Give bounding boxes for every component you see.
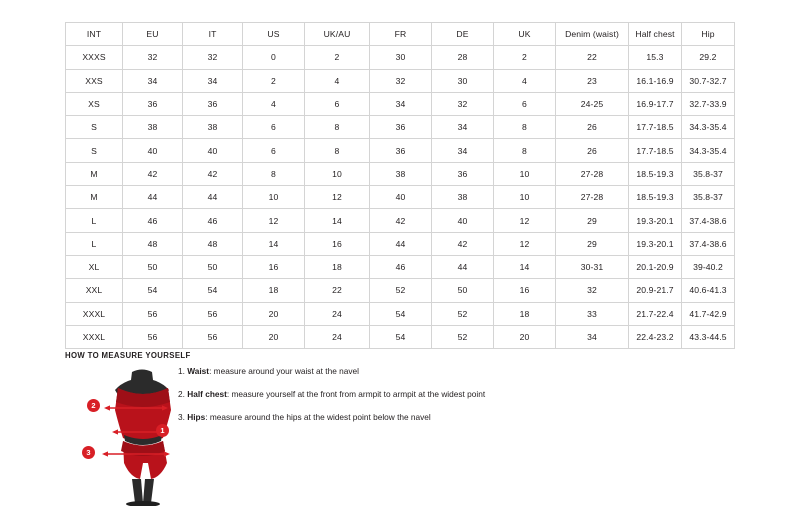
cell-int: M <box>66 162 123 185</box>
cell-denim-waist: 32 <box>556 279 629 302</box>
cell-uk: 18 <box>494 302 556 325</box>
note-number: 1. <box>178 366 185 376</box>
cell-denim-waist: 26 <box>556 116 629 139</box>
cell-eu: 50 <box>123 255 183 278</box>
cell-ukau: 2 <box>305 46 370 69</box>
cell-int: XL <box>66 255 123 278</box>
cell-int: L <box>66 209 123 232</box>
cell-uk: 4 <box>494 69 556 92</box>
cell-fr: 44 <box>370 232 432 255</box>
table-row <box>66 46 735 69</box>
cell-hip: 35.8-37 <box>682 186 735 209</box>
cell-denim-waist: 23 <box>556 69 629 92</box>
half-chest-arrow-head-left <box>104 405 110 410</box>
cell-it: 36 <box>183 92 243 115</box>
cell-int: XXL <box>66 279 123 302</box>
cell-ukau: 24 <box>305 302 370 325</box>
cell-denim-waist: 22 <box>556 46 629 69</box>
cell-ukau: 4 <box>305 69 370 92</box>
cell-de: 32 <box>432 92 494 115</box>
cell-fr: 52 <box>370 279 432 302</box>
cell-de: 52 <box>432 325 494 348</box>
mannequin-leg-right <box>143 479 154 503</box>
column-header: DE <box>432 23 494 46</box>
cell-it: 40 <box>183 139 243 162</box>
cell-fr: 54 <box>370 325 432 348</box>
cell-ukau: 10 <box>305 162 370 185</box>
column-header: Denim (waist) <box>556 23 629 46</box>
cell-de: 50 <box>432 279 494 302</box>
cell-ukau: 6 <box>305 92 370 115</box>
cell-half-chest: 16.1-16.9 <box>629 69 682 92</box>
cell-hip: 40.6-41.3 <box>682 279 735 302</box>
cell-eu: 36 <box>123 92 183 115</box>
cell-denim-waist: 30-31 <box>556 255 629 278</box>
cell-hip: 34.3-35.4 <box>682 116 735 139</box>
measure-bullet-1: 1 <box>156 424 169 437</box>
measure-bullet-2: 2 <box>87 399 100 412</box>
cell-uk: 16 <box>494 279 556 302</box>
table-row <box>66 69 735 92</box>
cell-us: 4 <box>243 92 305 115</box>
note-text: : measure around the hips at the widest point below the navel <box>205 411 431 422</box>
cell-half-chest: 17.7-18.5 <box>629 116 682 139</box>
cell-half-chest: 21.7-22.4 <box>629 302 682 325</box>
cell-ukau: 8 <box>305 139 370 162</box>
size-conversion-table-container <box>65 22 734 349</box>
cell-us: 14 <box>243 232 305 255</box>
note-number: 3. <box>178 411 185 422</box>
cell-us: 8 <box>243 162 305 185</box>
cell-eu: 56 <box>123 302 183 325</box>
cell-de: 34 <box>432 116 494 139</box>
cell-eu: 54 <box>123 279 183 302</box>
cell-eu: 44 <box>123 186 183 209</box>
cell-hip: 37.4-38.6 <box>682 232 735 255</box>
cell-ukau: 18 <box>305 255 370 278</box>
cell-eu: 56 <box>123 325 183 348</box>
cell-us: 16 <box>243 255 305 278</box>
cell-int: M <box>66 186 123 209</box>
cell-it: 44 <box>183 186 243 209</box>
cell-de: 40 <box>432 209 494 232</box>
table-row <box>66 255 735 278</box>
cell-half-chest: 15.3 <box>629 46 682 69</box>
cell-fr: 54 <box>370 302 432 325</box>
cell-it: 42 <box>183 162 243 185</box>
cell-fr: 46 <box>370 255 432 278</box>
cell-it: 54 <box>183 279 243 302</box>
cell-it: 50 <box>183 255 243 278</box>
cell-eu: 46 <box>123 209 183 232</box>
cell-it: 34 <box>183 69 243 92</box>
column-header: Hip <box>682 23 735 46</box>
cell-uk: 8 <box>494 139 556 162</box>
cell-eu: 34 <box>123 69 183 92</box>
cell-half-chest: 18.5-19.3 <box>629 186 682 209</box>
cell-ukau: 14 <box>305 209 370 232</box>
size-conversion-table <box>65 22 735 349</box>
column-header: UK/AU <box>305 23 370 46</box>
how-to-measure-heading: HOW TO MEASURE YOURSELF <box>65 351 191 360</box>
cell-hip: 35.8-37 <box>682 162 735 185</box>
cell-denim-waist: 29 <box>556 232 629 255</box>
note-term: Waist <box>187 366 210 376</box>
cell-hip: 37.4-38.6 <box>682 209 735 232</box>
cell-eu: 40 <box>123 139 183 162</box>
cell-de: 28 <box>432 46 494 69</box>
cell-us: 0 <box>243 46 305 69</box>
cell-fr: 32 <box>370 69 432 92</box>
cell-denim-waist: 26 <box>556 139 629 162</box>
note-number: 2. <box>178 388 185 399</box>
cell-uk: 12 <box>494 232 556 255</box>
cell-de: 42 <box>432 232 494 255</box>
measurement-note-waist <box>178 366 608 376</box>
cell-uk: 20 <box>494 325 556 348</box>
cell-us: 10 <box>243 186 305 209</box>
cell-hip: 29.2 <box>682 46 735 69</box>
cell-hip: 43.3-44.5 <box>682 325 735 348</box>
hips-arrow-head-left <box>102 451 108 456</box>
cell-half-chest: 16.9-17.7 <box>629 92 682 115</box>
cell-de: 36 <box>432 162 494 185</box>
cell-it: 56 <box>183 302 243 325</box>
mannequin-stand <box>126 501 160 506</box>
cell-half-chest: 18.5-19.3 <box>629 162 682 185</box>
cell-ukau: 8 <box>305 116 370 139</box>
cell-us: 20 <box>243 302 305 325</box>
cell-uk: 12 <box>494 209 556 232</box>
cell-us: 6 <box>243 139 305 162</box>
column-header: Half chest <box>629 23 682 46</box>
cell-int: S <box>66 116 123 139</box>
cell-hip: 32.7-33.9 <box>682 92 735 115</box>
cell-us: 18 <box>243 279 305 302</box>
cell-eu: 48 <box>123 232 183 255</box>
cell-ukau: 22 <box>305 279 370 302</box>
cell-denim-waist: 29 <box>556 209 629 232</box>
cell-int: L <box>66 232 123 255</box>
cell-fr: 30 <box>370 46 432 69</box>
column-header: FR <box>370 23 432 46</box>
table-row <box>66 325 735 348</box>
measurement-note-hips <box>178 412 608 422</box>
table-row <box>66 92 735 115</box>
cell-hip: 34.3-35.4 <box>682 139 735 162</box>
cell-it: 46 <box>183 209 243 232</box>
cell-us: 12 <box>243 209 305 232</box>
cell-int: XXS <box>66 69 123 92</box>
cell-it: 56 <box>183 325 243 348</box>
cell-denim-waist: 24-25 <box>556 92 629 115</box>
cell-fr: 42 <box>370 209 432 232</box>
cell-half-chest: 19.3-20.1 <box>629 209 682 232</box>
cell-de: 44 <box>432 255 494 278</box>
cell-int: XXXL <box>66 325 123 348</box>
cell-us: 20 <box>243 325 305 348</box>
table-row <box>66 139 735 162</box>
cell-de: 34 <box>432 139 494 162</box>
cell-int: XS <box>66 92 123 115</box>
cell-int: XXXL <box>66 302 123 325</box>
cell-denim-waist: 27-28 <box>556 162 629 185</box>
cell-de: 38 <box>432 186 494 209</box>
cell-int: XXXS <box>66 46 123 69</box>
cell-hip: 30.7-32.7 <box>682 69 735 92</box>
cell-de: 30 <box>432 69 494 92</box>
cell-denim-waist: 33 <box>556 302 629 325</box>
note-text: : measure yourself at the front from armpit to armpit at the widest point <box>226 388 486 399</box>
measurement-instructions <box>178 366 608 435</box>
column-header: US <box>243 23 305 46</box>
cell-fr: 38 <box>370 162 432 185</box>
cell-ukau: 12 <box>305 186 370 209</box>
cell-half-chest: 17.7-18.5 <box>629 139 682 162</box>
cell-int: S <box>66 139 123 162</box>
cell-us: 2 <box>243 69 305 92</box>
column-header: INT <box>66 23 123 46</box>
mannequin-leg-left <box>132 479 143 503</box>
cell-uk: 6 <box>494 92 556 115</box>
table-row <box>66 162 735 185</box>
table-header-row <box>66 23 735 46</box>
table-row <box>66 302 735 325</box>
cell-ukau: 24 <box>305 325 370 348</box>
cell-denim-waist: 34 <box>556 325 629 348</box>
cell-half-chest: 19.3-20.1 <box>629 232 682 255</box>
table-row <box>66 186 735 209</box>
cell-fr: 36 <box>370 116 432 139</box>
cell-fr: 36 <box>370 139 432 162</box>
table-row <box>66 232 735 255</box>
cell-us: 6 <box>243 116 305 139</box>
cell-fr: 40 <box>370 186 432 209</box>
cell-eu: 32 <box>123 46 183 69</box>
hips-arrow-head-right <box>164 451 170 456</box>
table-row <box>66 209 735 232</box>
note-term: Hips <box>187 411 206 422</box>
cell-uk: 2 <box>494 46 556 69</box>
cell-fr: 34 <box>370 92 432 115</box>
cell-uk: 8 <box>494 116 556 139</box>
cell-half-chest: 20.1-20.9 <box>629 255 682 278</box>
cell-half-chest: 22.4-23.2 <box>629 325 682 348</box>
column-header: UK <box>494 23 556 46</box>
measure-bullet-3: 3 <box>82 446 95 459</box>
cell-eu: 38 <box>123 116 183 139</box>
cell-uk: 10 <box>494 162 556 185</box>
column-header: IT <box>183 23 243 46</box>
cell-ukau: 16 <box>305 232 370 255</box>
cell-hip: 41.7-42.9 <box>682 302 735 325</box>
cell-eu: 42 <box>123 162 183 185</box>
cell-de: 52 <box>432 302 494 325</box>
cell-it: 38 <box>183 116 243 139</box>
waist-arrow-head-left <box>112 429 118 434</box>
measurement-note-half-chest <box>178 389 608 399</box>
cell-it: 32 <box>183 46 243 69</box>
note-term: Half chest <box>187 388 227 399</box>
table-row <box>66 116 735 139</box>
cell-denim-waist: 27-28 <box>556 186 629 209</box>
cell-hip: 39-40.2 <box>682 255 735 278</box>
note-text: : measure around your waist at the navel <box>209 366 359 376</box>
cell-uk: 14 <box>494 255 556 278</box>
cell-uk: 10 <box>494 186 556 209</box>
column-header: EU <box>123 23 183 46</box>
table-row <box>66 279 735 302</box>
cell-half-chest: 20.9-21.7 <box>629 279 682 302</box>
cell-it: 48 <box>183 232 243 255</box>
